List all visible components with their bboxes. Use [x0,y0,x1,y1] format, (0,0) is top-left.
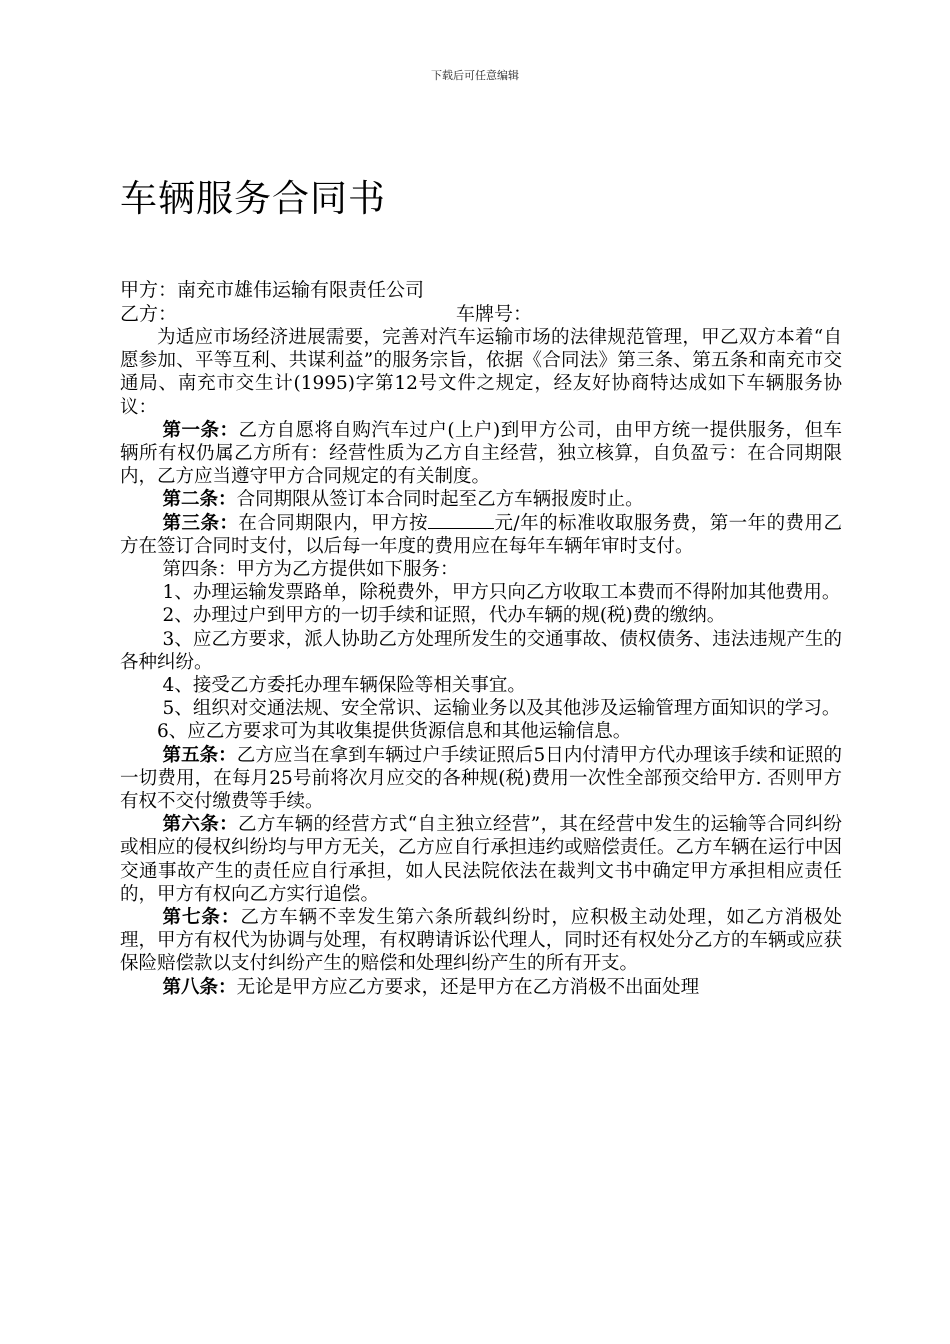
article-1-heading: 第一条： [162,419,239,441]
article-2-heading: 第二条： [162,489,237,511]
service-item-6: 6、应乙方要求可为其收集提供货源信息和其他运输信息。 [157,721,632,743]
contract-body [120,326,842,999]
article-1 [120,419,842,489]
service-item-3: 3、应乙方要求，派人协助乙方处理所发生的交通事故、债权债务、违法违规产生的各种纠纷。 [120,628,842,673]
fee-blank [428,512,494,529]
service-item-4: 4、接受乙方委托办理车辆保险等相关事宜。 [162,675,526,697]
intro-paragraph: 为适应市场经济进展需要，完善对汽车运输市场的法律规范管理，甲乙双方本着“自愿参加、平等互利、共谋利益”的服务宗旨，依据《合同法》第三条、第五条和南充市交通局、南充市交生计(1995)字第12号文件之规定，经友好协商特达成如下车辆服务协议： [120,327,842,418]
article-8-text: 无论是甲方应乙方要求，还是甲方在乙方消极不出面处理 [236,976,700,998]
article-3-text-b: 元/年的标准收取服务费，第一年的费用乙方在签订合同时支付，以后每一年度的费用应在每年车辆年审时支付。 [120,512,842,557]
article-3 [120,512,842,558]
article-7-text: 乙方车辆不幸发生第六条所载纠纷时，应积极主动处理，如乙方消极处理，甲方有权代为协调与处理，有权聘请诉讼代理人，同时还有权处分乙方的车辆或应获保险赔偿款以支付纠纷产生的赔偿和处理纠纷产生的所有开支。 [120,907,842,975]
party-a-line: 甲方：南充市雄伟运输有限责任公司 [120,279,425,301]
article-5-heading: 第五条： [162,744,237,766]
service-item-5: 5、组织对交通法规、安全常识、运输业务以及其他涉及运输管理方面知识的学习。 [162,698,841,720]
article-2 [120,488,842,511]
article-3-heading: 第三条： [162,512,239,534]
article-7 [120,906,842,976]
party-b-label: 乙方： [120,303,178,325]
party-b-line [120,302,840,326]
article-6-text: 乙方车辆的经营方式“自主独立经营”，其在经营中发生的运输等合同纠纷或相应的侵权纠纷均与甲方无关，乙方应自行承担违约或赔偿责任。乙方车辆在运行中因交通事故产生的责任应自行承担，如人民法院依法在裁判文书中确定甲方承担相应责任的，甲方有权向乙方实行追偿。 [120,814,842,905]
article-3-text-a: 在合同期限内，甲方按 [238,512,428,534]
service-item-2: 2、办理过户到甲方的一切手续和证照，代办车辆的规(税)费的缴纳。 [162,605,726,627]
article-6-heading: 第六条： [162,814,238,836]
plate-number-label: 车牌号： [456,303,533,325]
document-title: 车辆服务合同书 [120,177,386,220]
article-6 [120,813,842,906]
header-note: 下载后可任意编辑 [431,69,519,82]
article-8 [120,976,842,999]
article-1-text: 乙方自愿将自购汽车过户(上户)到甲方公司，由甲方统一提供服务，但车辆所有权仍属乙方所有：经营性质为乙方自主经营，独立核算，自负盈亏：在合同期限内，乙方应当遵守甲方合同规定的有关制度。 [120,419,842,488]
article-5 [120,744,842,814]
article-8-heading: 第八条： [162,976,237,998]
service-item-1: 1、办理运输发票路单，除税费外，甲方只向乙方收取工本费而不得附加其他费用。 [162,582,841,604]
article-5-text: 乙方应当在拿到车辆过户手续证照后5日内付清甲方代办理该手续和证照的一切费用，在每月25号前将次月应交的各种规(税)费用一次性全部预交给甲方. 否则甲方有权不交付缴费等手续。 [120,744,842,813]
article-2-text: 合同期限从签订本合同时起至乙方车辆报废时止。 [236,489,644,511]
article-7-heading: 第七条： [162,907,241,929]
article-4: 第四条：甲方为乙方提供如下服务： [162,559,459,581]
